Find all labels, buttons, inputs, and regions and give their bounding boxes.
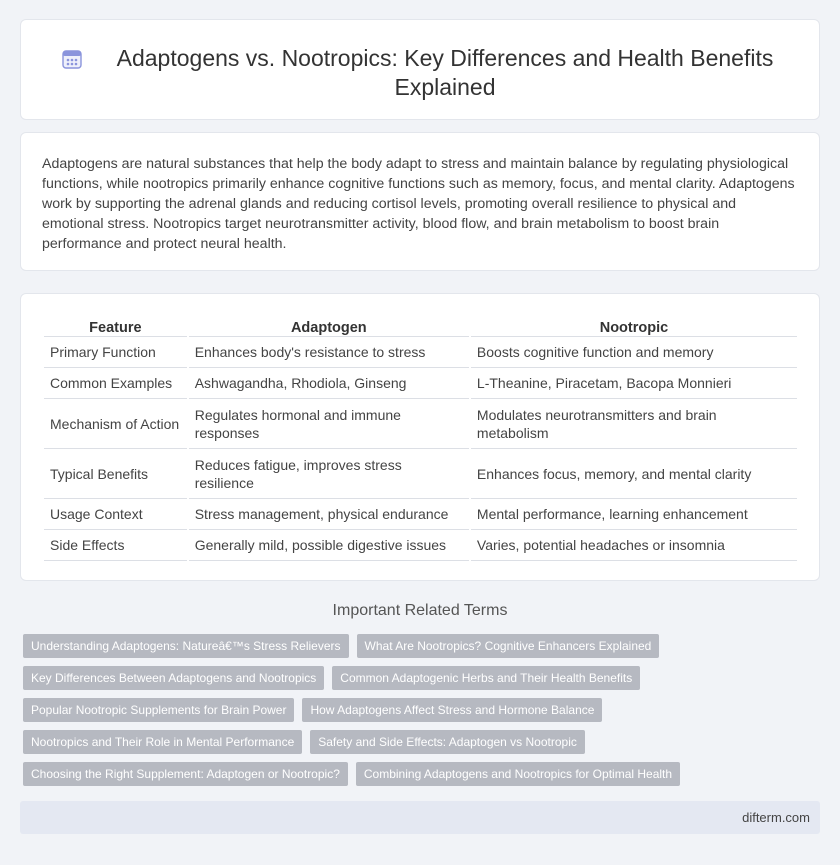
calendar-icon <box>61 48 83 70</box>
table-row <box>44 368 797 399</box>
table-row <box>44 449 797 499</box>
adaptogen-cell: Stress management, physical endurance <box>189 499 469 530</box>
adaptogen-cell: Reduces fatigue, improves stress resilience <box>189 449 469 499</box>
adaptogen-cell: Enhances body's resistance to stress <box>189 337 469 368</box>
header-card <box>20 19 820 120</box>
tag-row <box>23 698 823 722</box>
nootropic-cell: Varies, potential headaches or insomnia <box>471 530 797 561</box>
adaptogen-cell: Ashwagandha, Rhodiola, Ginseng <box>189 368 469 399</box>
comparison-table <box>42 315 799 561</box>
nootropic-cell: Boosts cognitive function and memory <box>471 337 797 368</box>
table-row <box>44 499 797 530</box>
feature-cell: Usage Context <box>44 499 187 530</box>
related-term-tag[interactable]: Combining Adaptogens and Nootropics for Optimal Health <box>356 762 680 786</box>
related-term-tag[interactable]: How Adaptogens Affect Stress and Hormone Balance <box>302 698 602 722</box>
nootropic-cell: Mental performance, learning enhancement <box>471 499 797 530</box>
intro-paragraph: Adaptogens are natural substances that help the body adapt to stress and maintain balance by regulating physiological functions, while nootropics primarily enhance cognitive functions such as memory, focus, and mental clarity. Adaptogens work by supporting the adrenal glands and reducing cortisol levels, promoting overall resilience to physical and emotional stress. Nootropics target neurotransmitter activity, blood flow, and brain metabolism to boost brain performance and protect neural health. <box>42 156 795 252</box>
tag-row <box>23 666 823 690</box>
header-feature: Feature <box>44 315 187 337</box>
table-row <box>44 530 797 561</box>
table-header-row <box>44 315 797 337</box>
nootropic-cell: Enhances focus, memory, and mental clarity <box>471 449 797 499</box>
related-term-tag[interactable]: Common Adaptogenic Herbs and Their Health Benefits <box>332 666 640 690</box>
site-link[interactable]: difterm.com <box>742 810 810 825</box>
tag-row <box>23 634 823 658</box>
header-nootropic: Nootropic <box>471 315 797 337</box>
related-term-tag[interactable]: Key Differences Between Adaptogens and Nootropics <box>23 666 324 690</box>
related-term-tag[interactable]: What Are Nootropics? Cognitive Enhancers Explained <box>357 634 660 658</box>
related-term-tag[interactable]: Understanding Adaptogens: Natureâ€™s Stress Relievers <box>23 634 349 658</box>
feature-cell: Typical Benefits <box>44 449 187 499</box>
related-term-tag[interactable]: Safety and Side Effects: Adaptogen vs Nootropic <box>310 730 585 754</box>
related-term-tag[interactable]: Choosing the Right Supplement: Adaptogen or Nootropic? <box>23 762 348 786</box>
intro-card <box>20 132 820 271</box>
related-term-tag[interactable]: Nootropics and Their Role in Mental Performance <box>23 730 302 754</box>
page-title: Adaptogens vs. Nootropics: Key Differences and Health Benefits Explained <box>116 45 774 100</box>
feature-cell: Side Effects <box>44 530 187 561</box>
adaptogen-cell: Regulates hormonal and immune responses <box>189 399 469 449</box>
related-terms-title: Important Related Terms <box>332 602 508 619</box>
comparison-card <box>20 293 820 581</box>
tag-row <box>23 730 823 754</box>
footer-bar <box>20 801 820 834</box>
tag-row <box>23 762 823 786</box>
table-row <box>44 399 797 449</box>
nootropic-cell: L-Theanine, Piracetam, Bacopa Monnieri <box>471 368 797 399</box>
feature-cell: Primary Function <box>44 337 187 368</box>
feature-cell: Common Examples <box>44 368 187 399</box>
feature-cell: Mechanism of Action <box>44 399 187 449</box>
header-adaptogen: Adaptogen <box>189 315 469 337</box>
related-terms-list <box>23 634 823 794</box>
table-row <box>44 337 797 368</box>
adaptogen-cell: Generally mild, possible digestive issues <box>189 530 469 561</box>
nootropic-cell: Modulates neurotransmitters and brain metabolism <box>471 399 797 449</box>
related-term-tag[interactable]: Popular Nootropic Supplements for Brain Power <box>23 698 294 722</box>
